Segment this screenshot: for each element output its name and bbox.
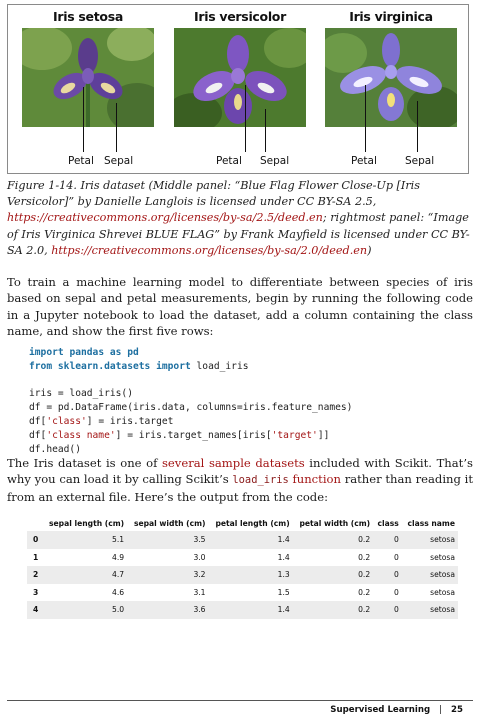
table-cell: 0.2 (358, 552, 371, 562)
dataset-paragraph: The Iris dataset is one of several sample datasets included with Scikit. That’s why you can load it by calling Scikit’s load_iris function rather than reading it from an external file. Here’s the output from the code: (7, 456, 474, 504)
table-cell: setosa (430, 587, 455, 597)
code-line: df['class name'] = iris.target_names[iris['target']] (29, 429, 330, 441)
column-header: petal length (cm) (215, 518, 290, 528)
iris-setosa-title: Iris setosa (53, 9, 123, 24)
figure-caption: Figure 1-14. Iris dataset (Middle panel: “Blue Flag Flower Close-Up [Iris Versicolor]” by Danielle Langlois is licensed under CC BY-SA 2.5, https://creativecommons.org/licenses/by-sa/2.5/deed.en; rightmost panel: “Image of Iris Virginica Shrevei BLUE FLAG” by Frank Mayfield is licensed under CC BY-SA 2.0, https://creativecommons.org/licenses/by-sa/2.0/deed.en) (7, 179, 470, 257)
code-line (29, 374, 459, 388)
table-row (27, 584, 458, 602)
table-row (27, 601, 458, 619)
table-cell: 0 (393, 605, 399, 615)
table-cell: 3.5 (193, 535, 206, 545)
sepal-label: Sepal (405, 155, 435, 167)
code-line: from sklearn.datasets import load_iris (29, 360, 249, 372)
sample-datasets-link[interactable]: several sample datasets (161, 456, 305, 470)
table-cell: 5.0 (112, 605, 125, 615)
sepal-label: Sepal (260, 155, 290, 167)
iris-virginica-photo (325, 28, 457, 127)
table-cell: 0 (393, 570, 399, 580)
column-header: class (377, 518, 399, 528)
license-link-by-sa-2-5[interactable]: https://creativecommons.org/licenses/by-sa/2.5/deed.en (7, 211, 323, 225)
column-header: class name (407, 518, 455, 528)
row-index: 4 (33, 605, 39, 615)
iris-versicolor-title: Iris versicolor (194, 9, 286, 24)
row-index: 3 (33, 587, 39, 597)
petal-label: Petal (216, 155, 242, 167)
table-cell: 0 (393, 535, 399, 545)
iris-dataframe-table (27, 515, 458, 619)
table-cell: setosa (430, 535, 455, 545)
page-number: 25 (451, 705, 463, 715)
column-header: sepal width (cm) (133, 518, 206, 528)
column-header (27, 515, 42, 531)
table-cell: 0 (393, 587, 399, 597)
table-cell: 1.4 (277, 535, 290, 545)
table-cell: 4.7 (112, 570, 125, 580)
table-row (27, 566, 458, 584)
table-cell: setosa (430, 605, 455, 615)
code-listing (29, 346, 459, 456)
iris-versicolor-photo (174, 28, 306, 127)
code-line: df['class'] = iris.target (29, 415, 174, 427)
table-header-row (27, 515, 458, 531)
row-index: 2 (33, 570, 39, 580)
sepal-label: Sepal (104, 155, 134, 167)
page-footer (330, 705, 463, 715)
table-cell: 1.4 (277, 552, 290, 562)
section-title: Supervised Learning (330, 705, 431, 715)
table-cell: 1.4 (277, 605, 290, 615)
code-line: df = pd.DataFrame(iris.data, columns=iris.feature_names) (29, 402, 353, 414)
load-iris-function-link[interactable]: function (288, 472, 341, 487)
footer-separator: | (439, 705, 443, 715)
table-cell: setosa (430, 570, 455, 580)
table-cell: 0.2 (358, 587, 371, 597)
iris-virginica-panel (325, 5, 457, 173)
table-cell: 0.2 (358, 570, 371, 580)
table-cell: 1.5 (277, 587, 290, 597)
petal-label: Petal (351, 155, 377, 167)
row-index: 1 (33, 552, 39, 562)
code-line: df.head() (29, 443, 81, 455)
table-row (27, 531, 458, 549)
row-index: 0 (33, 535, 39, 545)
iris-versicolor-panel (174, 5, 306, 173)
table-cell: 3.6 (193, 605, 206, 615)
table-cell: setosa (430, 552, 455, 562)
petal-label: Petal (68, 155, 94, 167)
table-cell: 3.2 (193, 570, 206, 580)
code-line: import pandas as pd (29, 347, 139, 358)
intro-paragraph: To train a machine learning model to differentiate between species of iris based on sepal and petal measurements, begin by running the following code in a Jupyter notebook to load the dataset, add a column containing the class name, and show the first five rows: (7, 275, 473, 339)
table-cell: 0.2 (358, 535, 371, 545)
table-row (27, 549, 458, 567)
column-header: petal width (cm) (299, 518, 371, 528)
table-cell: 4.9 (112, 552, 125, 562)
iris-setosa-panel (22, 5, 154, 173)
table-cell: 3.1 (193, 587, 206, 597)
iris-setosa-photo (22, 28, 154, 127)
table-cell: 0.2 (358, 605, 371, 615)
license-link-by-sa-2-0[interactable]: https://creativecommons.org/licenses/by-sa/2.0/deed.en (51, 243, 368, 257)
table-cell: 0 (393, 552, 399, 562)
column-header: sepal length (cm) (49, 518, 125, 528)
table-cell: 5.1 (112, 535, 125, 545)
load-iris-code: load_iris (232, 474, 289, 487)
iris-figure (7, 4, 469, 174)
code-line: iris = load_iris() (29, 388, 133, 400)
table-cell: 3.0 (193, 552, 206, 562)
table-cell: 1.3 (277, 570, 290, 580)
footer-rule (7, 700, 473, 701)
table-cell: 4.6 (112, 587, 125, 597)
iris-virginica-title: Iris virginica (349, 9, 433, 24)
